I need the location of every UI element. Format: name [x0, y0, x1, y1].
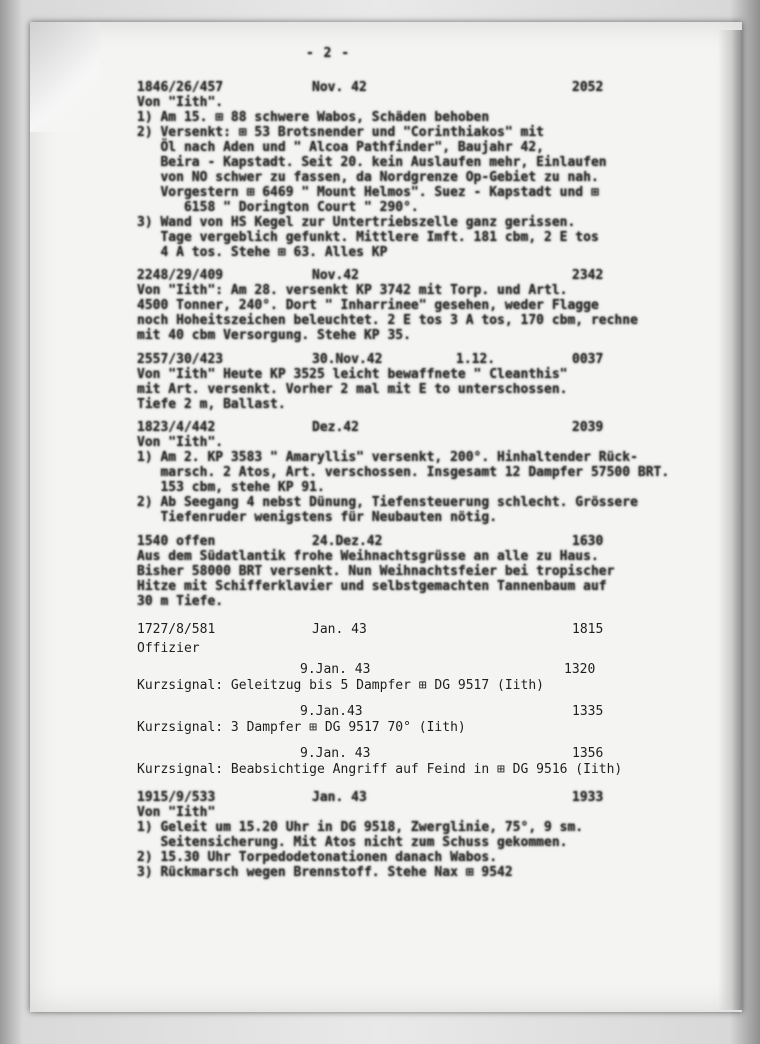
entry-line: Seitensicherung. Mit Atos nicht zum Schuss gekommen. — [137, 835, 568, 850]
entry-time: 2039 — [572, 420, 604, 435]
entry-line: 4500 Tonner, 240°. Dort " Inharrinee" gesehen, weder Flagge — [137, 298, 599, 313]
entry-line: Hitze mit Schifferklavier und selbstgemachten Tannenbaum auf — [137, 579, 607, 594]
entry-line: mit 40 cbm Versorgung. Stehe KP 35. — [137, 328, 411, 343]
entry-line: 2) 15.30 Uhr Torpedodetonationen danach Wabos. — [137, 850, 498, 865]
entry-date: Nov. 42 — [312, 80, 367, 95]
entry-date: Jan. 43 — [312, 622, 367, 637]
page-number: - 2 - — [306, 46, 351, 61]
entry-time: 1630 — [572, 534, 604, 549]
entry-line: Von "Iith" Heute KP 3525 leicht bewaffnete " Cleanthis" — [137, 367, 568, 382]
entry-line: Tiefe 2 m, Ballast. — [137, 397, 286, 412]
signal-text: Kurzsignal: Geleitzug bis 5 Dampfer ⊞ DG 9517 (Iith) — [137, 678, 544, 693]
entry-line: 1) Am 15. ⊞ 88 schwere Wabos, Schäden behoben — [137, 110, 490, 125]
entry-line: Von "Iith": Am 28. versenkt KP 3742 mit Torp. und Artl. — [137, 283, 568, 298]
entry-time: 0037 — [572, 352, 604, 367]
signal-time: 1320 — [564, 662, 596, 677]
entry-id: 1727/8/581 — [137, 622, 216, 637]
entry-line: Tage vergeblich gefunkt. Mittlere Imft. 181 cbm, 2 E tos — [137, 230, 599, 245]
entry-line: Bisher 58000 BRT versenkt. Nun Weihnachtsfeier bei tropischer — [137, 564, 615, 579]
entry-line: Beira - Kapstadt. Seit 20. kein Auslaufen mehr, Einlaufen — [137, 155, 607, 170]
signal-time: 1356 — [572, 746, 604, 761]
entry-label: Offizier — [137, 641, 200, 656]
entry-time: 2342 — [572, 268, 604, 283]
entry-line: 4 A tos. Stehe ⊞ 63. Alles KP — [137, 245, 388, 260]
entry-line: 3) Wand von HS Kegel zur Untertriebszelle ganz gerissen. — [137, 215, 576, 230]
entry-line: Öl nach Aden und " Alcoa Pathfinder", Baujahr 42, — [137, 140, 544, 155]
entry-id: 1846/26/457 — [137, 80, 224, 95]
entry-id: 1540 offen — [137, 534, 216, 549]
entry-line: mit Art. versenkt. Vorher 2 mal mit E to unterschossen. — [137, 382, 568, 397]
entry-time: 2052 — [572, 80, 604, 95]
entry-line: 153 cbm, stehe KP 91. — [137, 480, 325, 495]
entry-line: Tiefenruder wenigstens für Neubauten nötig. — [137, 510, 498, 525]
entry-date: Dez.42 — [312, 420, 359, 435]
entry-line: Von "Iith" — [137, 805, 216, 820]
entry-id: 2557/30/423 — [137, 352, 224, 367]
entry-time: 1933 — [572, 790, 604, 805]
entry-line: 2) Ab Seegang 4 nebst Dünung, Tiefensteuerung schlecht. Grössere — [137, 495, 638, 510]
entry-date: 24.Dez.42 — [312, 534, 383, 549]
entry-line: 2) Versenkt: ⊞ 53 Brotsnender und "Corinthiakos" mit — [137, 125, 544, 140]
entry-time: 1815 — [572, 622, 604, 637]
entry-line: Von "Iith". — [137, 435, 224, 450]
entry-line: 6158 " Dorington Court " 290°. — [137, 200, 419, 215]
signal-date: 9.Jan. 43 — [300, 746, 371, 761]
signal-time: 1335 — [572, 704, 604, 719]
entry-line: Aus dem Südatlantik frohe Weihnachtsgrüsse an alle zu Haus. — [137, 549, 599, 564]
entry-line: von NO schwer zu fassen, da Nordgrenze Op-Gebiet zu nah. — [137, 170, 599, 185]
signal-date: 9.Jan. 43 — [300, 662, 371, 677]
signal-text: Kurzsignal: Beabsichtige Angriff auf Feind in ⊞ DG 9516 (Iith) — [137, 762, 623, 777]
entry-line: 3) Rückmarsch wegen Brennstoff. Stehe Nax ⊞ 9542 — [137, 865, 513, 880]
entry-id: 1915/9/533 — [137, 790, 216, 805]
entry-line: 1) Am 2. KP 3583 " Amaryllis" versenkt, 200°. Hinhaltender Rück- — [137, 450, 638, 465]
entry-line: 30 m Tiefe. — [137, 594, 224, 609]
entry-date: 30.Nov.42 — [312, 352, 383, 367]
entry-date-secondary: 1.12. — [456, 352, 496, 367]
signal-date: 9.Jan.43 — [300, 704, 363, 719]
entry-line: 1) Geleit um 15.20 Uhr in DG 9518, Zwergliniе, 75°, 9 sm. — [137, 820, 584, 835]
entry-date: Nov.42 — [312, 268, 359, 283]
entry-line: Vorgestern ⊞ 6469 " Mount Helmos". Suez - Kapstadt und ⊞ — [137, 185, 599, 200]
signal-text: Kurzsignal: 3 Dampfer ⊞ DG 9517 70° (Iith) — [137, 720, 466, 735]
entry-line: Von "Iith". — [137, 95, 224, 110]
entry-id: 2248/29/409 — [137, 268, 224, 283]
entry-line: marsch. 2 Atos, Art. verschossen. Insgesamt 12 Dampfer 57500 BRT. — [137, 465, 670, 480]
entry-line: noch Hoheitszeichen beleuchtet. 2 E tos 3 A tos, 170 cbm, rechne — [137, 313, 638, 328]
entry-date: Jan. 43 — [312, 790, 367, 805]
entry-id: 1823/4/442 — [137, 420, 216, 435]
